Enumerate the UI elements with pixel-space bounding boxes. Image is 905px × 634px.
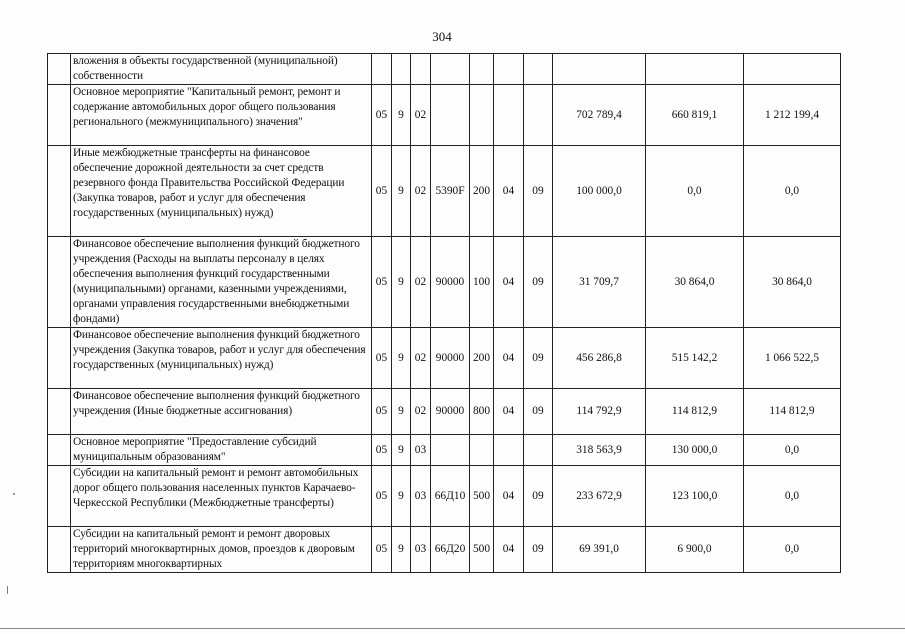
code-subsection-cell [524, 54, 553, 85]
amount-year2-cell: 123 100,0 [646, 466, 744, 527]
amount-year3-cell: 30 864,0 [744, 237, 841, 328]
description-cell: Финансовое обеспечение выполнения функций бюджетного учреждения (Закупка товаров, работ и услуг для обеспечения государственных (муниципальных) нужд) [71, 328, 372, 389]
scan-speck [13, 493, 15, 495]
amount-year2-cell: 30 864,0 [646, 237, 744, 328]
code-section-cell [494, 85, 524, 146]
amount-year2-cell: 130 000,0 [646, 435, 744, 466]
description-cell: Субсидии на капитальный ремонт и ремонт дворовых территорий многоквартирных домов, проездов к дворовым территориям многоквартирных [71, 527, 372, 573]
description-cell: вложения в объекты государственной (муниципальной) собственности [71, 54, 372, 85]
code-subprogram-cell: 03 [411, 466, 431, 527]
table-row [48, 527, 841, 573]
amount-year1-cell: 318 563,9 [553, 435, 646, 466]
table-row [48, 146, 841, 237]
code-ministry-cell: 05 [372, 389, 392, 435]
table-row [48, 435, 841, 466]
code-subsection-cell: 09 [524, 146, 553, 237]
code-subsection-cell: 09 [524, 466, 553, 527]
code-subprogram-cell: 02 [411, 237, 431, 328]
code-program-cell: 9 [392, 435, 411, 466]
amount-year3-cell: 114 812,9 [744, 389, 841, 435]
code-expense-type-cell [470, 54, 494, 85]
code-subprogram-cell: 02 [411, 328, 431, 389]
code-expense-type-cell: 500 [470, 527, 494, 573]
code-direction-cell [431, 85, 470, 146]
code-section-cell [494, 54, 524, 85]
code-section-cell: 04 [494, 328, 524, 389]
index-cell [48, 146, 71, 237]
code-program-cell: 9 [392, 466, 411, 527]
code-expense-type-cell: 200 [470, 146, 494, 237]
code-program-cell: 9 [392, 389, 411, 435]
amount-year1-cell: 31 709,7 [553, 237, 646, 328]
amount-year3-cell: 0,0 [744, 466, 841, 527]
table-row [48, 85, 841, 146]
code-section-cell: 04 [494, 466, 524, 527]
code-subsection-cell: 09 [524, 328, 553, 389]
amount-year3-cell [744, 54, 841, 85]
code-section-cell: 04 [494, 146, 524, 237]
table-row [48, 328, 841, 389]
amount-year2-cell: 6 900,0 [646, 527, 744, 573]
code-ministry-cell: 05 [372, 146, 392, 237]
description-cell: Иные межбюджетные трансферты на финансовое обеспечение дорожной деятельности за счет средств резервного фонда Правительства Российской Федерации (Закупка товаров, работ и услуг для обеспечения государственных (муниципальных) нужд) [71, 146, 372, 237]
amount-year1-cell: 114 792,9 [553, 389, 646, 435]
amount-year1-cell: 100 000,0 [553, 146, 646, 237]
code-section-cell: 04 [494, 389, 524, 435]
code-subsection-cell [524, 435, 553, 466]
description-cell: Основное мероприятие "Предоставление субсидий муниципальным образованиям" [71, 435, 372, 466]
code-ministry-cell: 05 [372, 435, 392, 466]
table-row [48, 466, 841, 527]
amount-year3-cell: 0,0 [744, 527, 841, 573]
code-ministry-cell: 05 [372, 527, 392, 573]
index-cell [48, 389, 71, 435]
code-direction-cell: 66Д20 [431, 527, 470, 573]
description-cell: Финансовое обеспечение выполнения функций бюджетного учреждения (Иные бюджетные ассигнования) [71, 389, 372, 435]
code-subsection-cell: 09 [524, 389, 553, 435]
amount-year3-cell: 0,0 [744, 146, 841, 237]
index-cell [48, 328, 71, 389]
table-row [48, 389, 841, 435]
code-subsection-cell: 09 [524, 237, 553, 328]
code-expense-type-cell: 200 [470, 328, 494, 389]
page-number: 304 [432, 29, 452, 44]
code-section-cell [494, 435, 524, 466]
code-expense-type-cell: 500 [470, 466, 494, 527]
code-program-cell: 9 [392, 146, 411, 237]
code-direction-cell: 66Д10 [431, 466, 470, 527]
code-direction-cell: 90000 [431, 389, 470, 435]
amount-year1-cell: 233 672,9 [553, 466, 646, 527]
code-ministry-cell: 05 [372, 85, 392, 146]
code-subprogram-cell [411, 54, 431, 85]
description-cell: Основное мероприятие "Капитальный ремонт, ремонт и содержание автомобильных дорог общего пользования регионального (межмуниципального) значения" [71, 85, 372, 146]
amount-year1-cell [553, 54, 646, 85]
amount-year2-cell [646, 54, 744, 85]
index-cell [48, 527, 71, 573]
scan-speck [7, 586, 8, 594]
code-program-cell: 9 [392, 237, 411, 328]
table-row [48, 237, 841, 328]
code-program-cell: 9 [392, 328, 411, 389]
code-ministry-cell: 05 [372, 328, 392, 389]
amount-year3-cell: 1 066 522,5 [744, 328, 841, 389]
code-direction-cell: 90000 [431, 237, 470, 328]
code-subsection-cell [524, 85, 553, 146]
code-subsection-cell: 09 [524, 527, 553, 573]
amount-year1-cell: 702 789,4 [553, 85, 646, 146]
amount-year2-cell: 0,0 [646, 146, 744, 237]
code-section-cell: 04 [494, 237, 524, 328]
scan-edge-line [0, 628, 905, 629]
code-subprogram-cell: 03 [411, 435, 431, 466]
description-cell: Субсидии на капитальный ремонт и ремонт автомобильных дорог общего пользования населенных пунктов Карачаево-Черкесской Республики (Межбюджетные трансферты) [71, 466, 372, 527]
index-cell [48, 85, 71, 146]
code-subprogram-cell: 02 [411, 389, 431, 435]
code-ministry-cell [372, 54, 392, 85]
amount-year1-cell: 456 286,8 [553, 328, 646, 389]
code-ministry-cell: 05 [372, 237, 392, 328]
amount-year1-cell: 69 391,0 [553, 527, 646, 573]
code-subprogram-cell: 02 [411, 146, 431, 237]
table-row [48, 54, 841, 85]
code-direction-cell: 90000 [431, 328, 470, 389]
code-section-cell: 04 [494, 527, 524, 573]
code-subprogram-cell: 02 [411, 85, 431, 146]
amount-year2-cell: 660 819,1 [646, 85, 744, 146]
index-cell [48, 54, 71, 85]
code-expense-type-cell: 100 [470, 237, 494, 328]
code-expense-type-cell: 800 [470, 389, 494, 435]
code-program-cell: 9 [392, 527, 411, 573]
code-program-cell [392, 54, 411, 85]
description-cell: Финансовое обеспечение выполнения функций бюджетного учреждения (Расходы на выплаты персоналу в целях обеспечения выполнения функций государственными (муниципальными) органами, казенными учреждениями, органами управления государственными внебюджетными фондами) [71, 237, 372, 328]
amount-year2-cell: 114 812,9 [646, 389, 744, 435]
code-expense-type-cell [470, 435, 494, 466]
amount-year2-cell: 515 142,2 [646, 328, 744, 389]
code-direction-cell: 5390F [431, 146, 470, 237]
code-program-cell: 9 [392, 85, 411, 146]
budget-table [47, 53, 841, 573]
code-direction-cell [431, 54, 470, 85]
amount-year3-cell: 1 212 199,4 [744, 85, 841, 146]
code-subprogram-cell: 03 [411, 527, 431, 573]
index-cell [48, 237, 71, 328]
index-cell [48, 466, 71, 527]
amount-year3-cell: 0,0 [744, 435, 841, 466]
code-ministry-cell: 05 [372, 466, 392, 527]
code-expense-type-cell [470, 85, 494, 146]
index-cell [48, 435, 71, 466]
code-direction-cell [431, 435, 470, 466]
